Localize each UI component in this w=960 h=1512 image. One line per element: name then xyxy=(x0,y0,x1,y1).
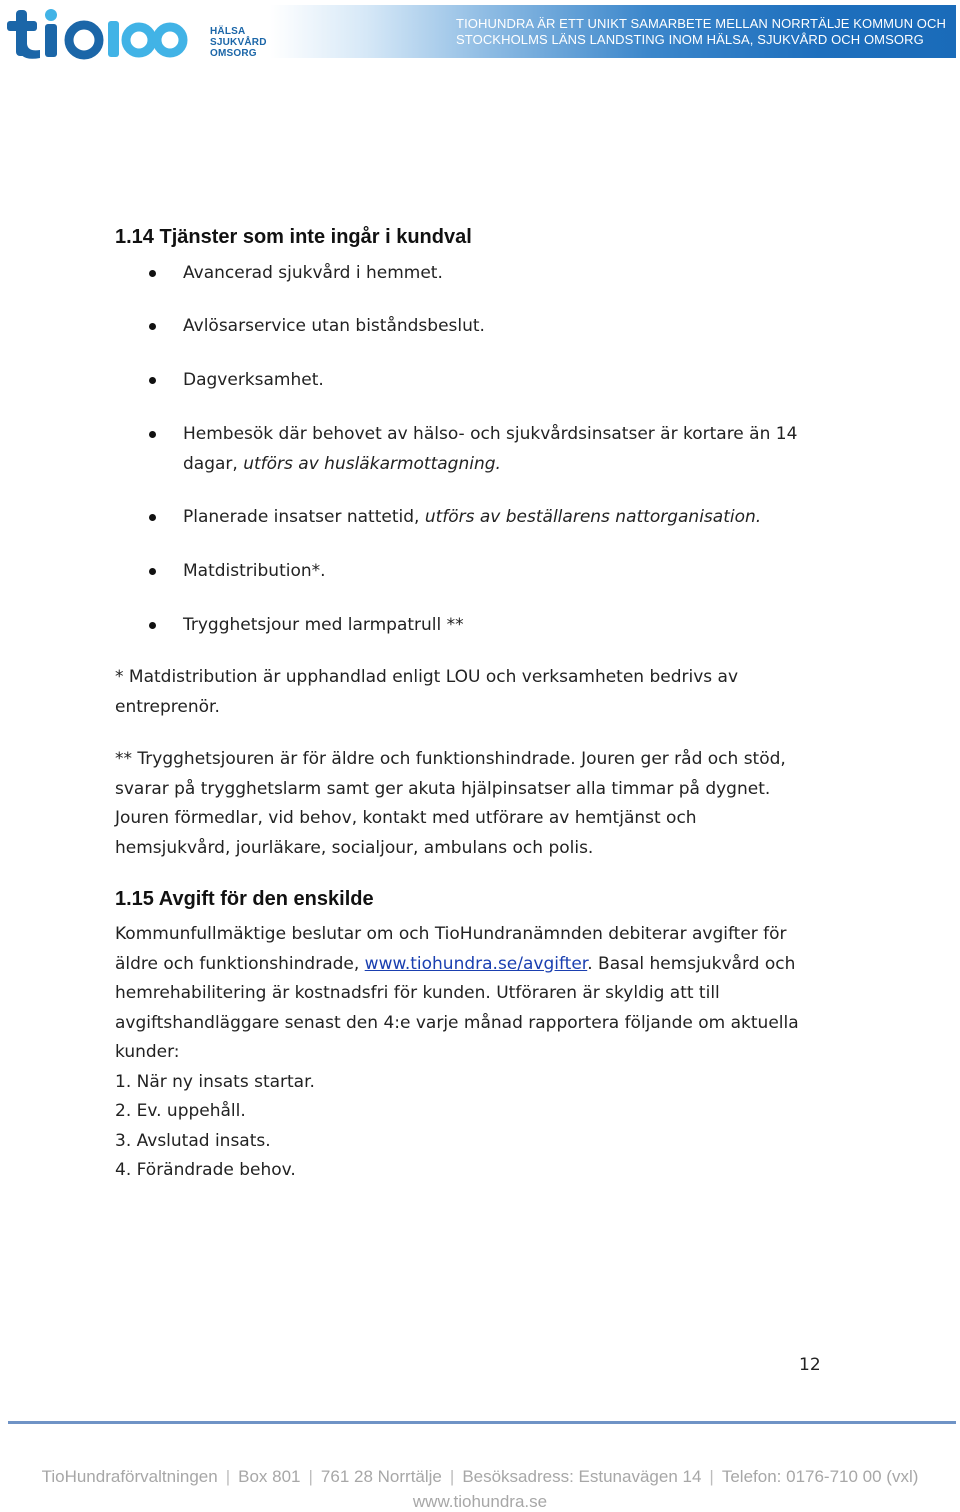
paragraph-line: hemrehabilitering är kostnadsfri för kunden. Utföraren är skyldig att till xyxy=(115,983,720,1003)
paragraph-line: kunder: xyxy=(115,1042,180,1062)
note-line: ** Trygghetsjouren är för äldre och funktionshindrade. Jouren ger råd och stöd, xyxy=(115,749,786,769)
list-item: Trygghetsjour med larmpatrull ** xyxy=(183,615,464,635)
footnote-trygghetsjour xyxy=(115,745,786,863)
page-number: 12 xyxy=(799,1355,821,1375)
note-line: hemsjukvård, jourläkare, socialjour, ambulans och polis. xyxy=(115,837,594,858)
numbered-item: 2. Ev. uppehåll. xyxy=(115,1101,246,1121)
list-item-text: Hembesök där behovet av hälso- och sjukvårdsinsatser är kortare än 14 xyxy=(183,424,798,444)
numbered-item: 4. Förändrade behov. xyxy=(115,1160,296,1180)
footer-visit-address: Besöksadress: Estunavägen 14 xyxy=(462,1467,702,1486)
banner-text xyxy=(456,16,946,48)
paragraph-line: äldre och funktionshindrade, xyxy=(115,953,365,974)
footer-address xyxy=(0,1467,960,1487)
section-heading-1-14: 1.14 Tjänster som inte ingår i kundval xyxy=(115,226,472,248)
note-line: svarar på trygghetslarm samt ger akuta hjälpinsatser alla timmar på dygnet. xyxy=(115,778,771,799)
note-line: * Matdistribution är upphandlad enligt LOU och verksamheten bedrivs av xyxy=(115,667,739,687)
list-item-italic: utförs av beställarens nattorganisation. xyxy=(424,507,762,527)
footer-separator: | xyxy=(308,1467,313,1486)
list-item-text: Planerade insatser nattetid, xyxy=(183,507,425,527)
logo-sub-line: HÄLSA xyxy=(210,26,246,37)
note-line: entreprenör. xyxy=(115,696,220,717)
bullet-icon xyxy=(149,514,156,521)
footer-separator: | xyxy=(225,1467,231,1486)
logo-sub-line: OMSORG xyxy=(210,48,257,59)
paragraph-line: Kommunfullmäktige beslutar om och TioHundranämnden debiterar avgifter för xyxy=(115,924,787,944)
tiohundra-logo[interactable] xyxy=(6,6,268,62)
list-item: Avlösarservice utan biståndsbeslut. xyxy=(183,316,485,336)
footer-phone: Telefon: 0176-710 00 (vxl) xyxy=(721,1467,919,1486)
bullet-icon xyxy=(149,270,156,277)
tio100-logo-mark xyxy=(6,6,191,62)
banner-line: STOCKHOLMS LÄNS LANDSTING INOM HÄLSA, SJUKVÅRD OCH OMSORG xyxy=(456,32,924,47)
avgifter-link[interactable]: www.tiohundra.se/avgifter xyxy=(364,953,588,974)
paragraph-line: . Basal hemsjukvård och xyxy=(587,953,796,974)
bullet-icon xyxy=(149,431,156,438)
paragraph-line: avgiftshandläggare senast den 4:e varje månad rapportera följande om aktuella xyxy=(115,1012,799,1033)
logo-sub-line: SJUKVÅRD xyxy=(210,37,267,48)
list-item: Dagverksamhet. xyxy=(183,370,324,390)
footnote-matdistribution xyxy=(115,663,738,722)
list-item xyxy=(183,503,761,533)
list-item: Avancerad sjukvård i hemmet. xyxy=(183,263,443,283)
header-banner xyxy=(270,5,956,58)
footer-divider xyxy=(8,1421,956,1424)
list-item: Matdistribution*. xyxy=(183,561,326,581)
banner-line: TIOHUNDRA ÄR ETT UNIKT SAMARBETE MELLAN NORRTÄLJE KOMMUN OCH xyxy=(456,16,946,31)
page-header xyxy=(0,0,960,62)
section-heading-1-15: 1.15 Avgift för den enskilde xyxy=(115,888,374,910)
numbered-item: 3. Avslutad insats. xyxy=(115,1130,271,1151)
bullet-icon xyxy=(149,323,156,330)
numbered-item: 1. När ny insats startar. xyxy=(115,1071,315,1092)
bullet-icon xyxy=(149,377,156,384)
footer-separator: | xyxy=(449,1467,455,1486)
avgift-paragraph xyxy=(115,920,799,1186)
list-item-italic: utförs av husläkarmottagning. xyxy=(243,453,501,474)
bullet-icon xyxy=(149,622,156,629)
list-item xyxy=(183,420,797,479)
footer-org: TioHundraförvaltningen xyxy=(41,1467,218,1486)
footer-box: Box 801 xyxy=(238,1467,301,1486)
note-line: Jouren förmedlar, vid behov, kontakt med utförare av hemtjänst och xyxy=(115,808,697,828)
footer-website-link[interactable]: www.tiohundra.se xyxy=(412,1492,548,1511)
footer-postal: 761 28 Norrtälje xyxy=(320,1467,442,1486)
bullet-icon xyxy=(149,568,156,575)
list-item-text: dagar, xyxy=(183,453,244,474)
logo-subtitle xyxy=(210,26,267,59)
footer-separator: | xyxy=(709,1467,714,1486)
